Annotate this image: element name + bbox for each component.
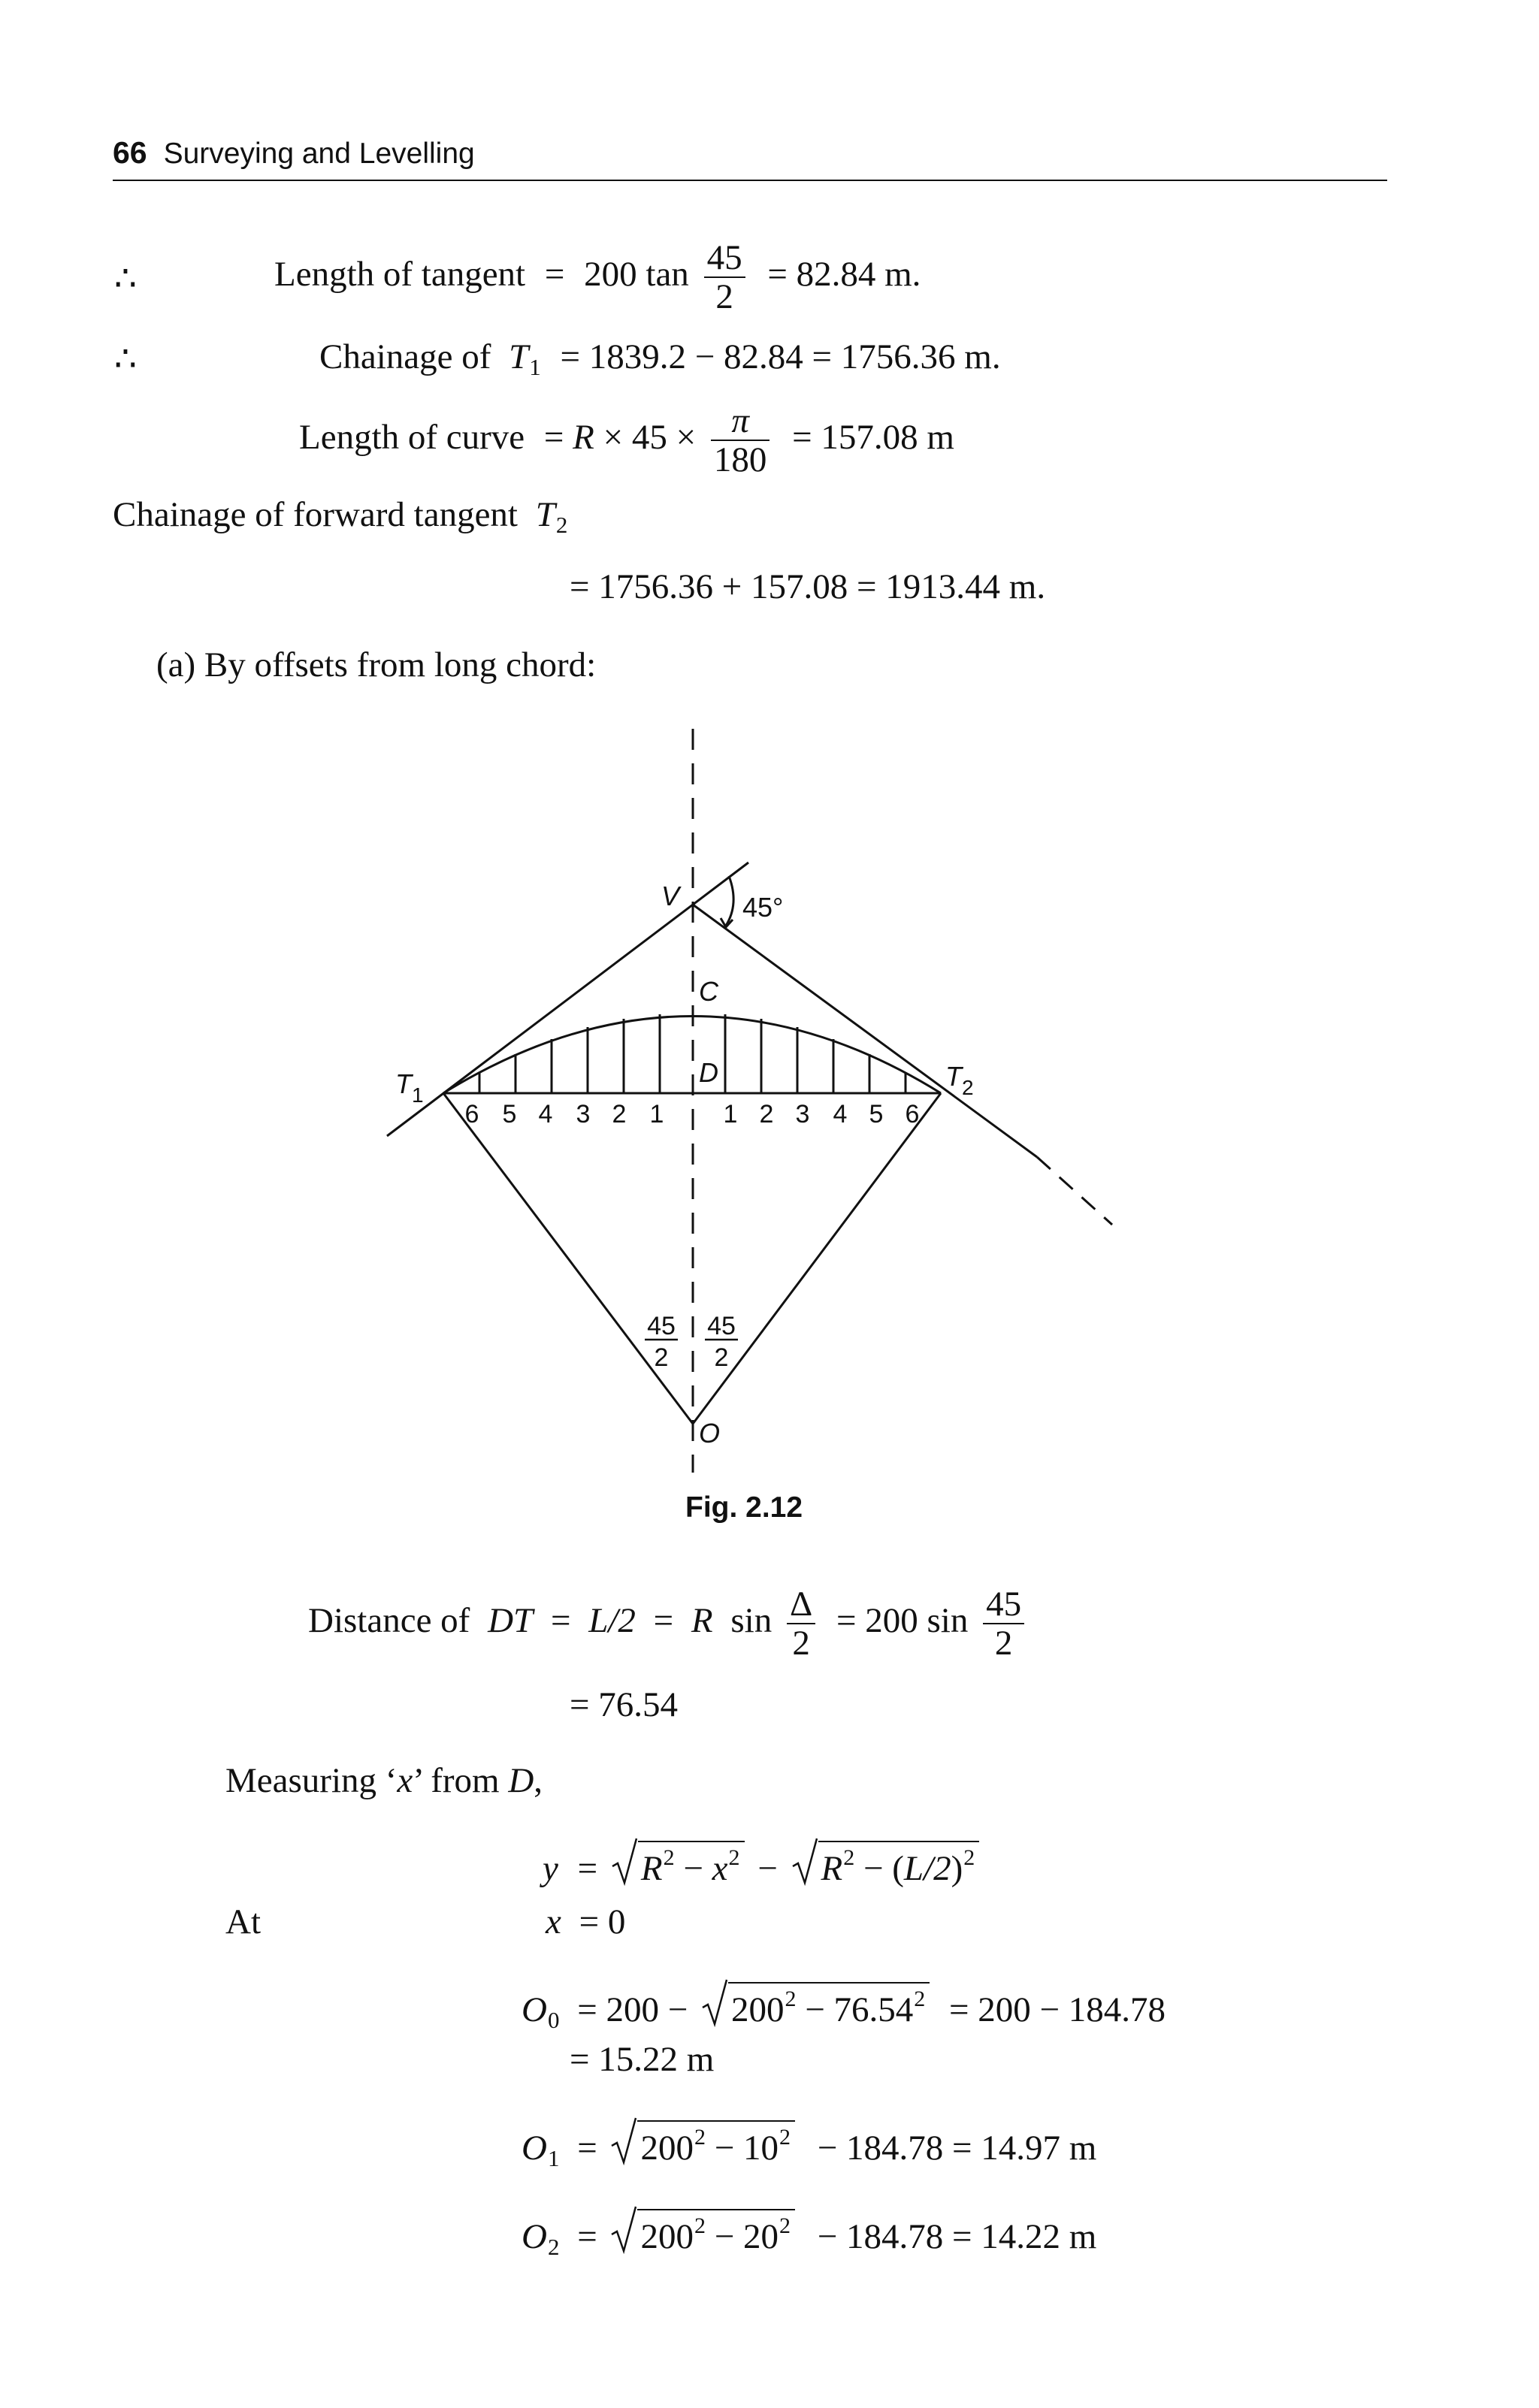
eq-distance-result: = 76.54 [570,1685,679,1724]
sqrt-200-20: $200^2 - 20^2$ [610,2209,795,2255]
sqrt-200-10: $200^2 - 10^2$ [610,2120,795,2166]
fraction-delta-over-2: $\frac{\Delta}{2}$ [787,1585,815,1662]
tick-left-6: 6 [464,1100,479,1128]
running-title: Surveying and Levelling [163,137,475,170]
sqrt-r2-minus-l2: $R^2 - (L/2)^2$ [791,1841,980,1887]
forward-tangent-extension [1037,1157,1112,1225]
tick-right-6: 6 [905,1100,920,1128]
label-v: V [661,881,680,911]
tick-left-1: 1 [649,1100,664,1128]
deflection-angle-arc [726,876,733,926]
eq-distance-dt: Distance of DT = L/2 = R sin $\frac{\Delta}{2}$ = 200 sin $\frac{45}{2}$ [308,1585,1030,1662]
eq-o1: $O_1$ = $200^2 - 10^2 - 184.78 = 14.97$ m [522,2120,1096,2170]
sqrt-200-76: $200^2 - 76.54^2$ [701,1982,930,2028]
text-chainage-forward-tangent: Chainage of forward tangent $T_2$ [113,495,568,538]
eq-x-equals-0: x = 0 [546,1902,626,1941]
fraction-45-over-2: $\frac{45}{2}$ [704,239,745,316]
radius-t2-o [693,1093,941,1424]
subheading-offsets-long-chord: (a) By offsets from long chord: [156,645,597,684]
therefore-symbol-2: ∴ [114,340,137,379]
fraction-pi-over-180: $\frac{\pi}{180}$ [711,402,770,479]
rear-tangent-line [387,863,748,1136]
fraction-45-over-2-b: $\frac{45}{2}$ [983,1585,1024,1662]
label-angle-45: 45° [742,892,784,923]
half-angle-left-den: 2 [654,1343,669,1372]
forward-tangent-line [693,905,1037,1157]
page-number: 66 [113,135,147,170]
figure-caption: Fig. 2.12 [685,1491,803,1524]
tick-right-5: 5 [869,1100,884,1128]
sqrt-r2-minus-x2: $R^2 - x^2$ [611,1841,745,1887]
label-o: O [699,1418,721,1449]
eq-o0: $O_0 = 200$ − $200^2 - 76.54^2 = 200 - 184.78$ [522,1982,1166,2032]
label-t1: $T_1$ [395,1068,424,1107]
radius-t1-o [443,1093,693,1424]
tick-right-3: 3 [795,1100,810,1128]
eq-length-of-tangent: Length of tangent = 200 tan $\frac{45}{2}$ = 82.84 m. [274,238,921,316]
half-angle-left-num: 45 [647,1312,676,1340]
label-t2: $T_2$ [945,1061,974,1099]
half-angle-right-num: 45 [707,1312,736,1340]
tick-left-3: 3 [576,1100,591,1128]
tick-left-2: 2 [612,1100,627,1128]
text-measuring-x: Measuring ‘x’ from D, [225,1761,543,1800]
eq-chainage-t1: Chainage of $T_1 = 1839.2 - 82.84 = 1756.36$ m. [319,337,1001,380]
half-angle-right-den: 2 [714,1343,729,1372]
eq-chainage-t2: = 1756.36 + 157.08 = 1913.44 m. [570,567,1046,606]
therefore-symbol: ∴ [114,259,137,298]
eq-o0-result: = 15.22 m [570,2040,715,2079]
eq-y-offset-formula: y = $R^2 - x^2$ − $R^2 - (L/2)^2$ [543,1841,984,1887]
label-c: C [699,976,718,1007]
tick-right-2: 2 [759,1100,774,1128]
text-at: At [225,1902,261,1941]
tick-left-4: 4 [538,1100,553,1128]
eq-length-of-curve: Length of curve = R × 45 × $\frac{\pi}{180}$ = 157.08 m [299,401,954,479]
tick-right-1: 1 [723,1100,738,1128]
eq-o2: $O_2$ = $200^2 - 20^2 - 184.78 = 14.22$ m [522,2209,1096,2258]
tick-left-5: 5 [502,1100,517,1128]
label-d: D [699,1057,718,1088]
tick-right-4: 4 [833,1100,848,1128]
